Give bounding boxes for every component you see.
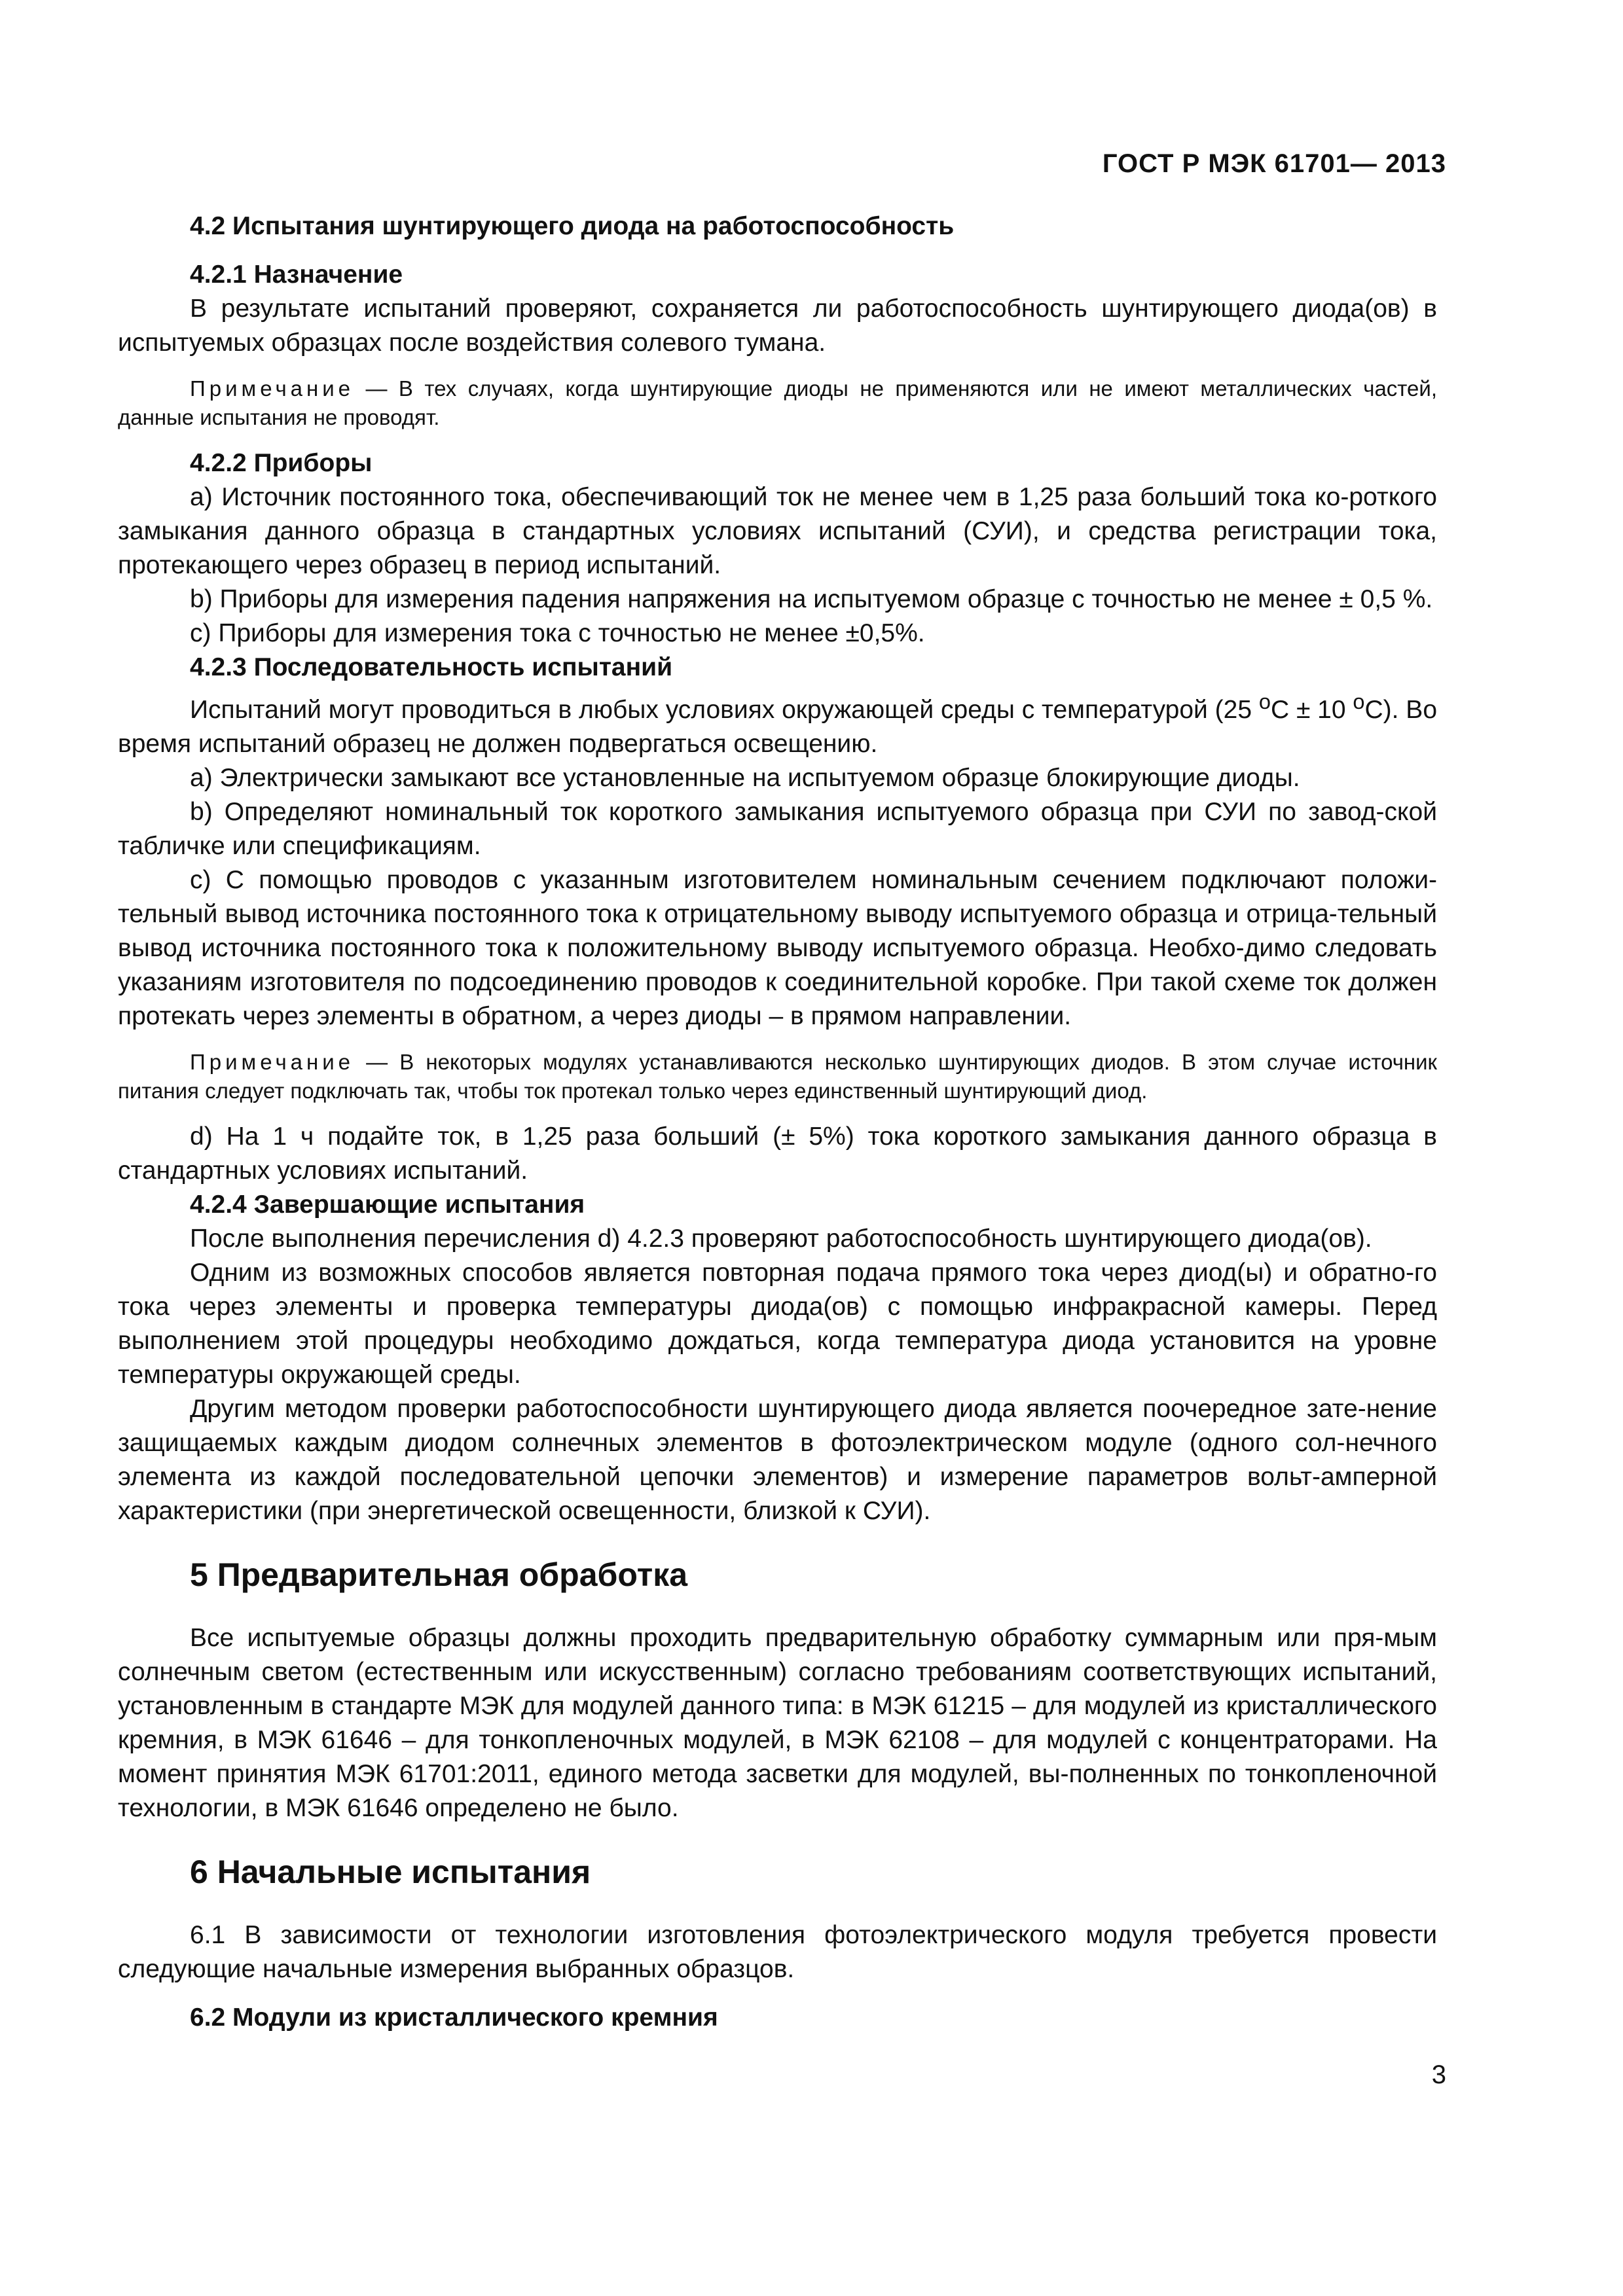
intro-part-1: Испытаний могут проводиться в любых условиях окружающей среды с температурой (25	[190, 696, 1259, 724]
section-4-2-3-item-b: b) Определяют номинальный ток короткого замыкания испытуемого образца при СУИ по завод-ской табличке или спецификациям.	[118, 798, 1437, 860]
section-4-2-2-item-c: с) Приборы для измерения тока с точностью не менее ±0,5%.	[190, 619, 925, 647]
note-1	[118, 374, 1437, 432]
note-1-label: Примечание	[190, 376, 355, 401]
note-1-text: — В тех случаях, когда шунтирующие диоды не применяются или не имеют металлических частей, данные испытания не проводят.	[118, 376, 1437, 429]
section-5-text: Все испытуемые образцы должны проходить предварительную обработку суммарным или пря-мым солнечным светом (естественным или искусственным) согласно требованиям соответствующих испытаний, установленным в стандарте МЭК для модулей данного типа: в МЭК 61215 – для модулей из кристаллического кремния, в МЭК 61646 – для тонкопленочных модулей, в МЭК 62108 – для модулей с концентраторами. На момент принятия МЭК 61701:2011, единого метода засветки для модулей, вы-полненных по тонкопленочной технологии, в МЭК 61646 определено не было.	[118, 1624, 1437, 1822]
intro-part-2: С ± 10	[1270, 696, 1353, 724]
section-5-title: 5 Предварительная обработка	[190, 1556, 688, 1593]
section-4-2-3-item-d: d) На 1 ч подайте ток, в 1,25 раза больший (± 5%) тока короткого замыкания данного образца в стандартных условиях испытаний.	[118, 1122, 1437, 1185]
section-4-2-3-item-a: а) Электрически замыкают все установленные на испытуемом образце блокирующие диоды.	[190, 764, 1300, 792]
section-4-2-2-title: 4.2.2 Приборы	[190, 449, 373, 477]
degree-sup-1: о	[1258, 690, 1271, 713]
section-4-2-4-title: 4.2.4 Завершающие испытания	[190, 1191, 585, 1219]
section-6-title: 6 Начальные испытания	[190, 1854, 591, 1890]
section-4-2-4-p1: После выполнения перечисления d) 4.2.3 проверяют работоспособность шунтирующего диода(ов).	[190, 1225, 1372, 1253]
section-4-2-2-item-b: b) Приборы для измерения падения напряжения на испытуемом образце с точностью не менее ± 0,5 %.	[190, 585, 1433, 613]
page-number: 3	[1431, 2060, 1446, 2089]
section-4-2-1-title: 4.2.1 Назначение	[190, 260, 403, 289]
section-4-2-3-intro	[118, 685, 1437, 761]
section-4-2-3-title: 4.2.3 Последовательность испытаний	[190, 653, 673, 681]
section-4-2-2-item-a: а) Источник постоянного тока, обеспечивающий ток не менее чем в 1,25 раза больший тока ко-роткого замыкания данного образца в стандартных условиях испытаний (СУИ), и средства регистрации тока, протекающего через образец в период испытаний.	[118, 483, 1437, 579]
page-content	[118, 209, 1437, 2035]
degree-sup-2: о	[1353, 690, 1365, 713]
section-6-1-text: 6.1 В зависимости от технологии изготовления фотоэлектрического модуля требуется провести следующие начальные измерения выбранных образцов.	[118, 1921, 1437, 1983]
section-4-2-4-p2: Одним из возможных способов является повторная подача прямого тока через диод(ы) и обратно-го тока через элементы и проверка температуры диода(ов) с помощью инфракрасной камеры. Перед выполнением этой процедуры необходимо дождаться, когда температура диода установится на уровне температуры окружающей среды.	[118, 1259, 1437, 1389]
note-2-text: — В некоторых модулях устанавливаются несколько шунтирующих диодов. В этом случае источник питания следует подключать так, чтобы ток протекал только через единственный шунтирующий диод.	[118, 1050, 1437, 1103]
note-2-label: Примечание	[190, 1050, 355, 1074]
section-6-2-title: 6.2 Модули из кристаллического кремния	[190, 2003, 718, 2032]
section-4-2-4-p3: Другим методом проверки работоспособности шунтирующего диода является поочередное зате-нение защищаемых каждым диодом солнечных элементов в фотоэлектрическом модуле (одного сол-нечного элемента из каждой последовательной цепочки элементов) и измерение параметров вольт-амперной характеристики (при энергетической освещенности, близкой к СУИ).	[118, 1395, 1437, 1525]
standard-header: ГОСТ Р МЭК 61701— 2013	[1102, 149, 1446, 178]
section-4-2-1-text: В результате испытаний проверяют, сохраняется ли работоспособность шунтирующего диода(ов) в испытуемых образцах после воздействия солевого тумана.	[118, 295, 1437, 357]
section-4-2-3-item-c: с) С помощью проводов с указанным изготовителем номинальным сечением подключают положи-тельный вывод источника постоянного тока к отрицательному выводу испытуемого образца и отрица-тельный вывод источника постоянного тока к положительному выводу испытуемого образца. Необхо-димо следовать указаниям изготовителя по подсоединению проводов к соединительной коробке. При такой схеме ток должен протекать через элементы в обратном, а через диоды – в прямом направлении.	[118, 866, 1437, 1030]
section-4-2-title: 4.2 Испытания шунтирующего диода на работоспособность	[190, 212, 955, 240]
note-2	[118, 1048, 1437, 1105]
intro-part-3: С). Во время испытаний образец не должен подвергаться освещению.	[118, 696, 1438, 758]
